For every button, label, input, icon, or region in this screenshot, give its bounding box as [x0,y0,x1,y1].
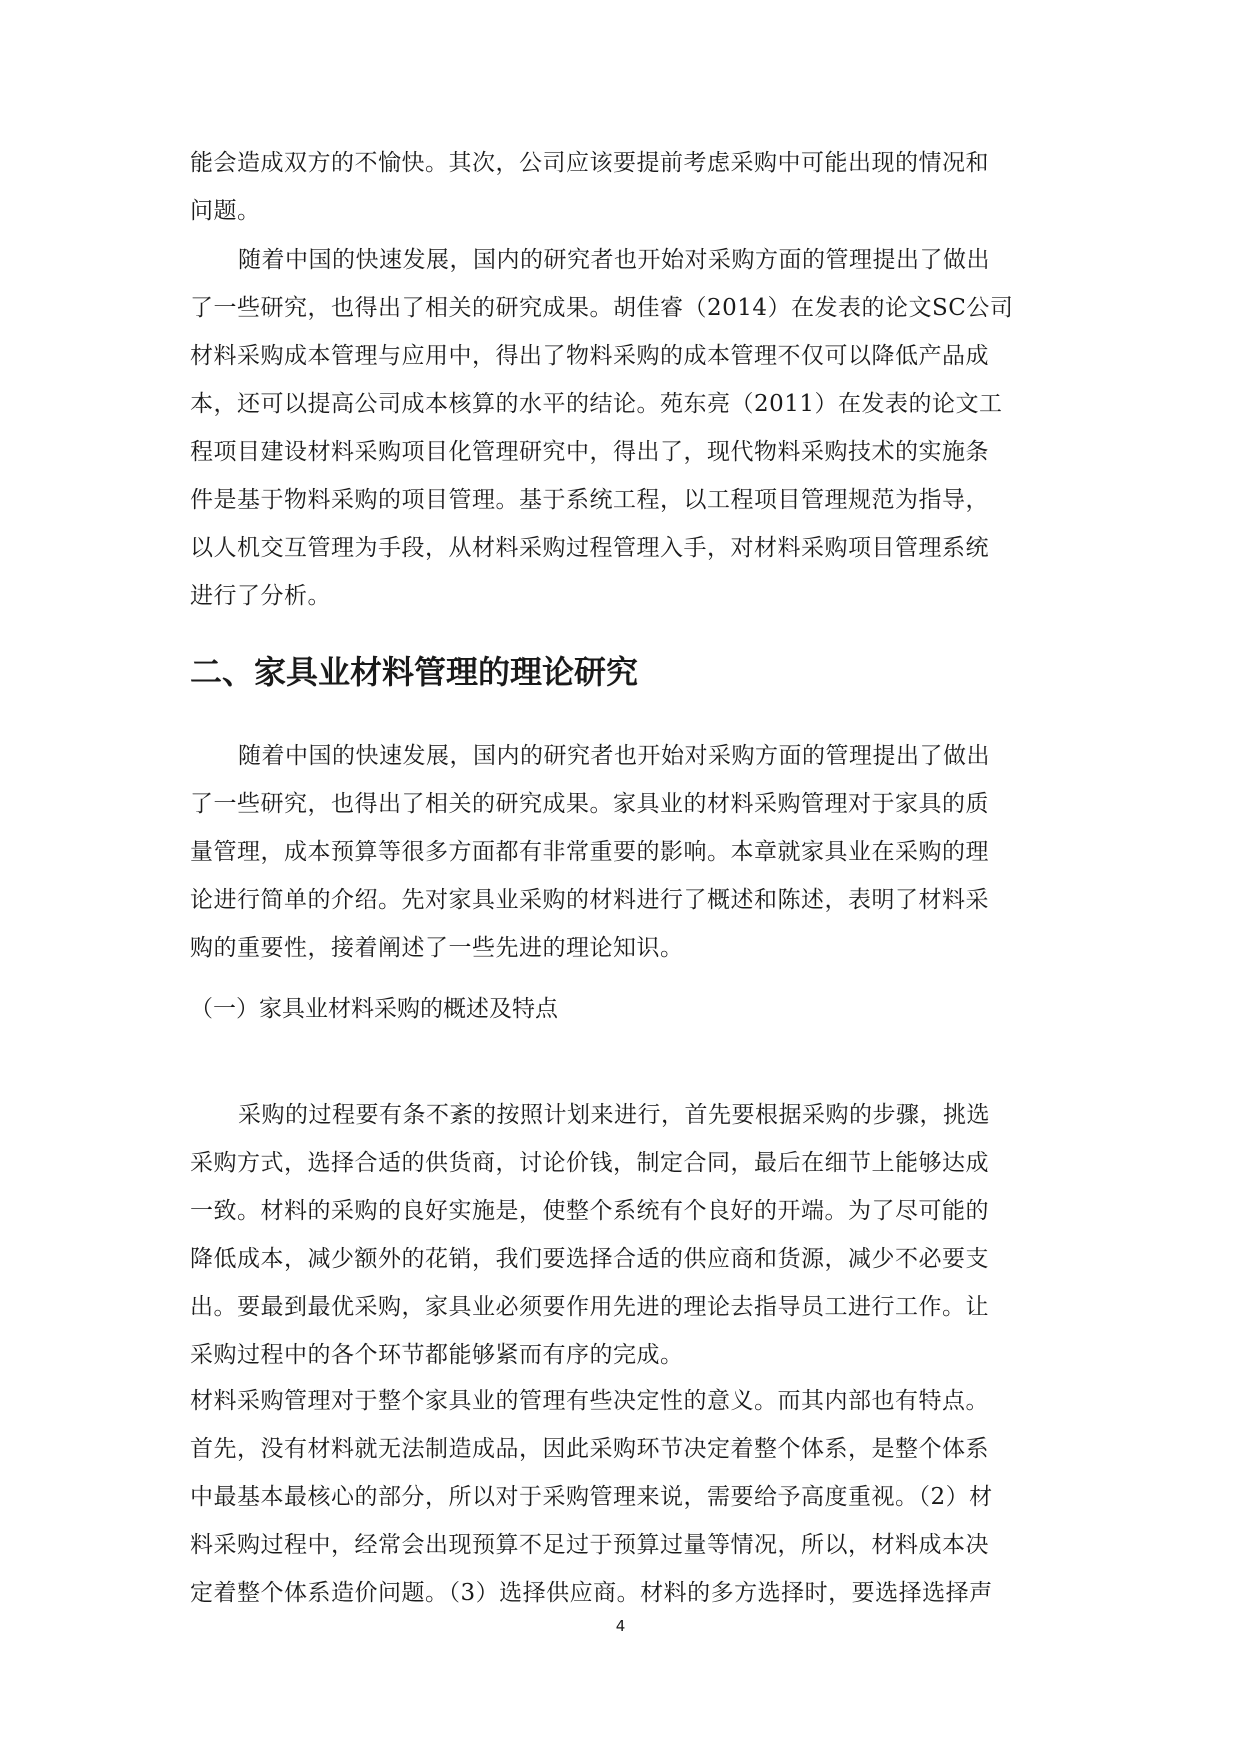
paragraph-2-line-1: 随着中国的快速发展，国内的研究者也开始对采购方面的管理提出了做出 [238,247,990,273]
page-number: 4 [615,1617,626,1635]
paragraph-2-line-8: 进行了分析。 [190,583,331,609]
paragraph-5-line-2: 首先，没有材料就无法制造成品，因此采购环节决定着整个体系，是整个体系 [190,1436,989,1462]
paragraph-4-line-3: 一致。材料的采购的良好实施是，使整个系统有个良好的开端。为了尽可能的 [190,1198,989,1224]
paragraph-2-line-6: 件是基于物料采购的项目管理。基于系统工程，以工程项目管理规范为指导， [190,487,989,513]
paragraph-1-line-2: 问题。 [190,198,261,224]
paragraph-3-line-3: 量管理，成本预算等很多方面都有非常重要的影响。本章就家具业在采购的理 [190,839,989,865]
paragraph-3-line-5: 购的重要性，接着阐述了一些先进的理论知识。 [190,935,684,961]
paragraph-5-line-1: 材料采购管理对于整个家具业的管理有些决定性的意义。而其内部也有特点。 [190,1388,989,1414]
paragraph-2-line-3: 材料采购成本管理与应用中，得出了物料采购的成本管理不仅可以降低产品成 [190,343,989,369]
paragraph-3-line-2: 了一些研究，也得出了相关的研究成果。家具业的材料采购管理对于家具的质 [190,791,989,817]
paragraph-2-line-2: 了一些研究，也得出了相关的研究成果。胡佳睿（2014）在发表的论文SC公司 [190,295,1014,321]
paragraph-5-line-3: 中最基本最核心的部分，所以对于采购管理来说，需要给予高度重视。（2）材 [190,1484,993,1510]
paragraph-4-line-4: 降低成本，减少额外的花销，我们要选择合适的供应商和货源，减少不必要支 [190,1246,989,1272]
paragraph-2-line-5: 程项目建设材料采购项目化管理研究中，得出了，现代物料采购技术的实施条 [190,439,989,465]
paragraph-5-line-4: 料采购过程中，经常会出现预算不足过于预算过量等情况，所以，材料成本决 [190,1532,989,1558]
subsection-heading: （一）家具业材料采购的概述及特点 [190,996,558,1022]
paragraph-3-line-1: 随着中国的快速发展，国内的研究者也开始对采购方面的管理提出了做出 [238,743,990,769]
section-heading: 二、家具业材料管理的理论研究 [190,653,639,691]
paragraph-2-line-4: 本，还可以提高公司成本核算的水平的结论。苑东亮（2011）在发表的论文工 [190,391,1003,417]
paragraph-3-line-4: 论进行简单的介绍。先对家具业采购的材料进行了概述和陈述，表明了材料采 [190,887,989,913]
paragraph-4-line-5: 出。要最到最优采购，家具业必须要作用先进的理论去指导员工进行工作。让 [190,1294,989,1320]
paragraph-4-line-2: 采购方式，选择合适的供货商，讨论价钱，制定合同，最后在细节上能够达成 [190,1150,989,1176]
paragraph-2-line-7: 以人机交互管理为手段，从材料采购过程管理入手，对材料采购项目管理系统 [190,535,989,561]
paragraph-4-line-1: 采购的过程要有条不紊的按照计划来进行，首先要根据采购的步骤，挑选 [238,1102,990,1128]
paragraph-1-line-1: 能会造成双方的不愉快。其次，公司应该要提前考虑采购中可能出现的情况和 [190,150,989,176]
paragraph-5-line-5: 定着整个体系造价问题。（3）选择供应商。材料的多方选择时，要选择选择声 [190,1580,993,1606]
paragraph-4-line-6: 采购过程中的各个环节都能够紧而有序的完成。 [190,1342,684,1368]
